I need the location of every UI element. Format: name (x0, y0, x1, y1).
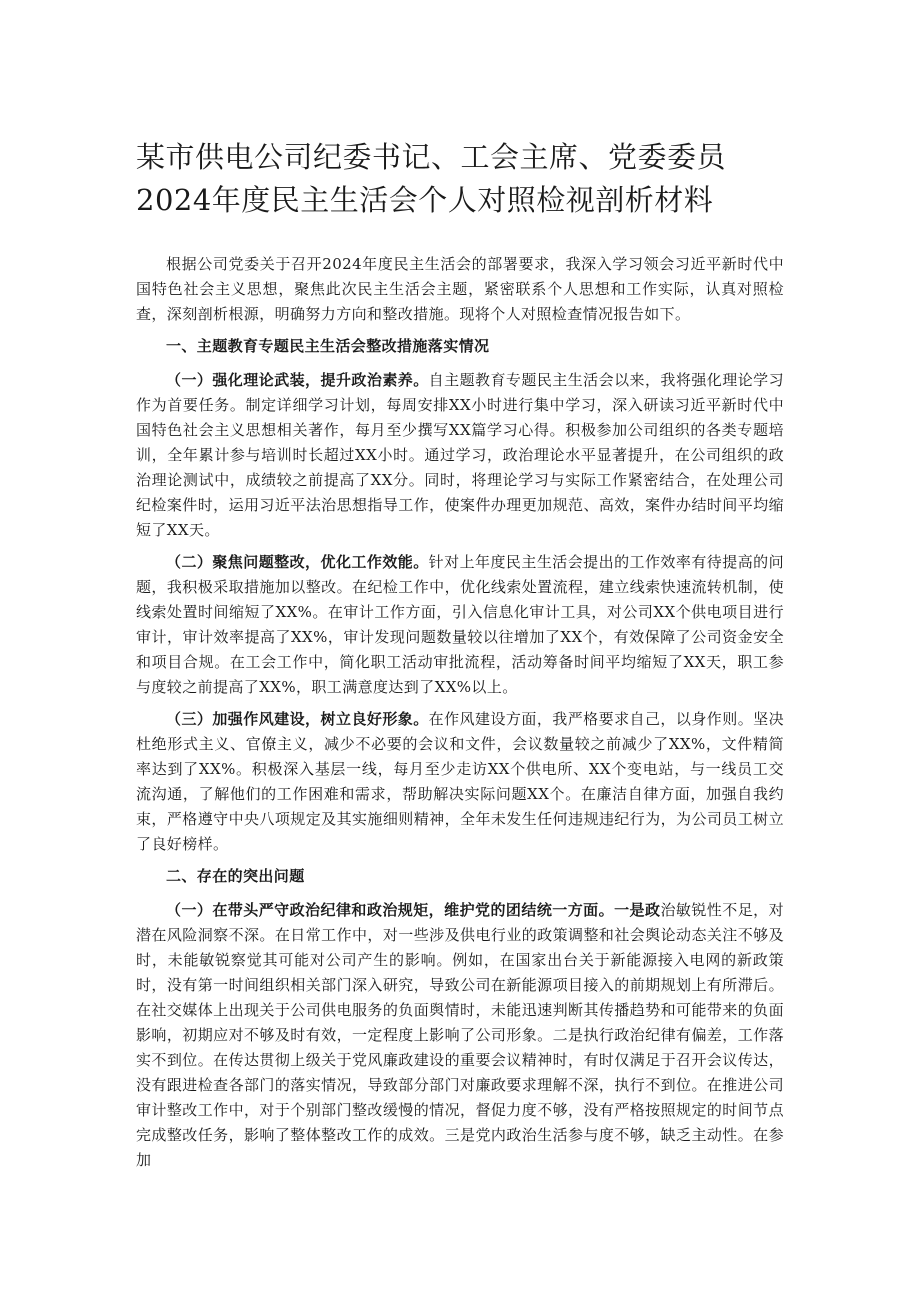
paragraph-body: 自主题教育专题民主生活会以来，我将强化理论学习作为首要任务。制定详细学习计划，每周安排XX小时进行集中学习，深入研读习近平新时代中国特色社会主义思想相关著作，每月至少撰写XX篇学习心得。积极参加公司组织的各类专题培训，全年累计参与培训时长超过XX小时。通过学习，政治理论水平显著提升，在公司组织的政治理论测试中，成绩较之前提高了XX分。同时，将理论学习与实际工作紧密结合，在处理公司纪检案件时，运用习近平法治思想指导工作，使案件办理更加规范、高效，案件办结时间平均缩短了XX天。 (136, 371, 784, 539)
section-heading-2: 二、存在的突出问题 (166, 867, 305, 885)
paragraph-lead: （三）加强作风建设，树立良好形象。 (166, 710, 429, 728)
paragraph-body: 针对上年度民主生活会提出的工作效率有待提高的问题，我积极采取措施加以整改。在纪检工作中，优化线索处置流程，建立线索快速流转机制，使线索处置时间缩短了XX%。在审计工作方面，引入信息化审计工具，对公司XX个供电项目进行审计，审计效率提高了XX%，审计发现问题数量较以往增加了XX个，有效保障了公司资金安全和项目合规。在工会工作中，简化职工活动审批流程，活动筹备时间平均缩短了XX天，职工参与度较之前提高了XX%，职工满意度达到了XX%以上。 (136, 553, 784, 696)
paragraph-lead: （一）强化理论武装，提升政治素养。 (166, 371, 429, 389)
section-1-paragraph-2 (136, 550, 784, 700)
paragraph-body: 在作风建设方面，我严格要求自己，以身作则。坚决杜绝形式主义、官僚主义，减少不必要的会议和文件，会议数量较之前减少了XX%，文件精简率达到了XX%。积极深入基层一线，每月至少走访XX个供电所、XX个变电站，与一线员工交流沟通，了解他们的工作困难和需求，帮助解决实际问题XX个。在廉洁自律方面，加强自我约束，严格遵守中央八项规定及其实施细则精神，全年未发生任何违规违纪行为，为公司员工树立了良好榜样。 (136, 710, 784, 853)
intro-paragraph: 根据公司党委关于召开2024年度民主生活会的部署要求，我深入学习领会习近平新时代中国特色社会主义思想，聚焦此次民主生活会主题，紧密联系个人思想和工作实际，认真对照检查，深刻剖析根源，明确努力方向和整改措施。现将个人对照检查情况报告如下。 (136, 255, 784, 323)
paragraph-lead: （二）聚焦问题整改，优化工作效能。 (166, 553, 429, 571)
document-title: 某市供电公司纪委书记、工会主席、党委委员2024年度民主生活会个人对照检视剖析材料 (136, 140, 727, 217)
section-1-paragraph-1 (136, 368, 784, 543)
paragraph-body: 治敏锐性不足，对潜在风险洞察不深。在日常工作中，对一些涉及供电行业的政策调整和社会舆论动态关注不够及时，未能敏锐察觉其可能对公司产生的影响。例如，在国家出台关于新能源接入电网的新政策时，没有第一时间组织相关部门深入研究，导致公司在新能源项目接入的前期规划上有所滞后。在社交媒体上出现关于公司供电服务的负面舆情时，未能迅速判断其传播趋势和可能带来的负面影响，初期应对不够及时有效，一定程度上影响了公司形象。二是执行政治纪律有偏差，工作落实不到位。在传达贯彻上级关于党风廉政建设的重要会议精神时，有时仅满足于召开会议传达，没有跟进检查各部门的落实情况，导致部分部门对廉政要求理解不深，执行不到位。在推进公司审计整改工作中，对于个别部门整改缓慢的情况，督促力度不够，没有严格按照规定的时间节点完成整改任务，影响了整体整改工作的成效。三是党内政治生活参与度不够，缺乏主动性。在参加 (136, 901, 784, 1169)
paragraph-lead: （一）在带头严守政治纪律和政治规矩，维护党的团结统一方面。一是政 (166, 901, 661, 919)
section-heading-1: 一、主题教育专题民主生活会整改措施落实情况 (166, 337, 490, 355)
section-2-paragraph-1 (136, 898, 784, 1173)
section-1-paragraph-3 (136, 707, 784, 857)
